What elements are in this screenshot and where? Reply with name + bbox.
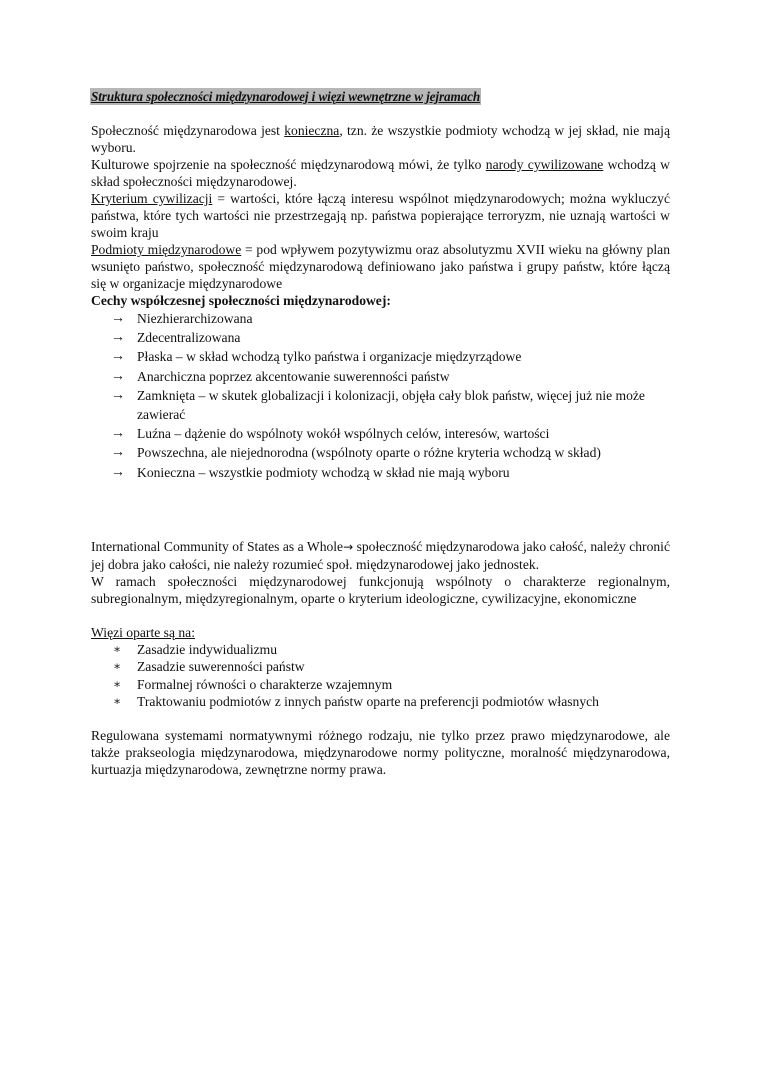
list-item: [91, 367, 670, 386]
intro-p2-text-end: wchodzą w skład społeczności międzynarodowej.: [91, 157, 670, 189]
asterisk-icon: ∗: [113, 641, 122, 656]
list-item-text: Niezhierarchizowana: [137, 311, 253, 326]
asterisk-icon: ∗: [113, 659, 122, 674]
list-item-text: Zasadzie suwerenności państw: [137, 659, 305, 675]
arrow-icon: →: [111, 311, 125, 326]
list-item-text: Zamknięta – w skutek globalizacji i kolonizacji, objęła cały blok państw, więcej już nie może zawierać: [137, 387, 645, 423]
whole-text: społeczność międzynarodowa jako całość, należy chronić jej dobra jako całości, nie należy rozumieć społ. międzynarodowej jako jednostek.: [91, 538, 670, 572]
features-heading: Cechy współczesnej społeczności międzynarodowej:: [91, 293, 391, 308]
list-item-text: Zasadzie indywidualizmu: [137, 641, 278, 657]
arrow-icon: →: [111, 349, 125, 365]
list-item-text: Luźna – dążenie do wspólnoty wokół wspólnych celów, interesów, wartości: [137, 426, 550, 442]
whole-paragraph: [91, 538, 670, 573]
arrow-icon: →: [111, 387, 125, 403]
list-item: [91, 658, 670, 675]
document-page: [91, 88, 670, 778]
list-item: [91, 309, 670, 328]
list-item: [91, 693, 670, 710]
asterisk-icon: ∗: [113, 694, 122, 709]
arrow-icon: →: [111, 445, 125, 461]
intro-paragraph-criterion: [91, 190, 670, 241]
list-item-text: Zdecentralizowana: [137, 330, 241, 346]
list-item: [91, 386, 670, 424]
intro-paragraph-cultural: [91, 156, 670, 190]
list-item-text: Anarchiczna poprzez akcentowanie suwerenności państw: [137, 368, 450, 384]
intro-p3-text: = wartości, które łączą interesu wspólnot międzynarodowych; można wykluczyć państwa, które tych wartości nie przestrzegają np. państwa popierające terroryzm, nie uznają wartości w swoim kraju: [91, 191, 670, 240]
document-title: Struktura społeczności międzynarodowej i więzi wewnętrzne w jejramach: [91, 89, 481, 104]
list-item-text: Formalnej równości o charakterze wzajemnym: [137, 676, 393, 692]
features-list: [91, 309, 670, 482]
arrow-icon: →: [111, 368, 125, 384]
bonds-list: [91, 641, 670, 711]
whole-term: International Community of States as a Whole: [91, 538, 344, 554]
list-item: [91, 463, 670, 482]
intro-p4-text: = pod wpływem pozytywizmu oraz absolutyzmu XVII wieku na główny plan wsunięto państwo, społeczność międzynarodową definiowano jako państwa i grupy państw, które łączą się w organizacje międzynarodowe: [91, 242, 670, 291]
intro-p1-text: Społeczność międzynarodowa jest: [91, 123, 285, 138]
intro-p1-text-end: , tzn. że wszystkie podmioty wchodzą w jej skład, nie mają wyboru.: [91, 123, 670, 155]
intro-paragraph-subjects: [91, 241, 670, 292]
list-item: [91, 347, 670, 366]
term-konieczna: konieczna: [284, 123, 340, 138]
list-item: [91, 641, 670, 658]
closing-paragraph: Regulowana systemami normatywnymi różnego rodzaju, nie tylko przez prawo międzynarodowe, ale także prakseologia międzynarodowa, międzynarodowe normy polityczne, moralność międzynarodowa, kurtuazja międzynarodowa, zewnętrzne normy prawa.: [91, 728, 670, 778]
list-item-text: Płaska – w skład wchodzą tylko państwa i organizacje międzyrządowe: [137, 349, 522, 365]
list-item-text: Konieczna – wszystkie podmioty wchodzą w skład nie mają wyboru: [137, 464, 510, 480]
arrow-right-icon: →: [343, 539, 354, 554]
list-item-text: Powszechna, ale niejednorodna (wspólnoty oparte o różne kryteria wchodzą w skład): [137, 445, 601, 461]
list-item: [91, 328, 670, 347]
term-narody-cywilizowane: narody cywilizowane: [485, 157, 604, 172]
term-podmioty-miedzynarodowe: Podmioty międzynarodowe: [91, 242, 242, 257]
list-item: [91, 424, 670, 443]
list-item: [91, 443, 670, 462]
intro-p2-text: Kulturowe spojrzenie na społeczność międzynarodową mówi, że tylko: [91, 157, 486, 172]
list-item: [91, 676, 670, 693]
communities-paragraph: W ramach społeczności międzynarodowej funkcjonują wspólnoty o charakterze regionalnym, subregionalnym, międzyregionalnym, oparte o kryterium ideologiczne, cywilizacyjne, ekonomiczne: [91, 573, 670, 606]
arrow-icon: →: [111, 464, 125, 480]
arrow-icon: →: [111, 330, 125, 346]
list-item-text: Traktowaniu podmiotów z innych państw oparte na preferencji podmiotów własnych: [137, 694, 599, 710]
term-kryterium-cywilizacji: Kryterium cywilizacji: [91, 191, 213, 206]
bonds-heading: Więzi oparte są na:: [91, 624, 195, 640]
intro-paragraph-necessary: [91, 122, 670, 156]
arrow-icon: →: [111, 426, 125, 442]
asterisk-icon: ∗: [113, 676, 122, 691]
